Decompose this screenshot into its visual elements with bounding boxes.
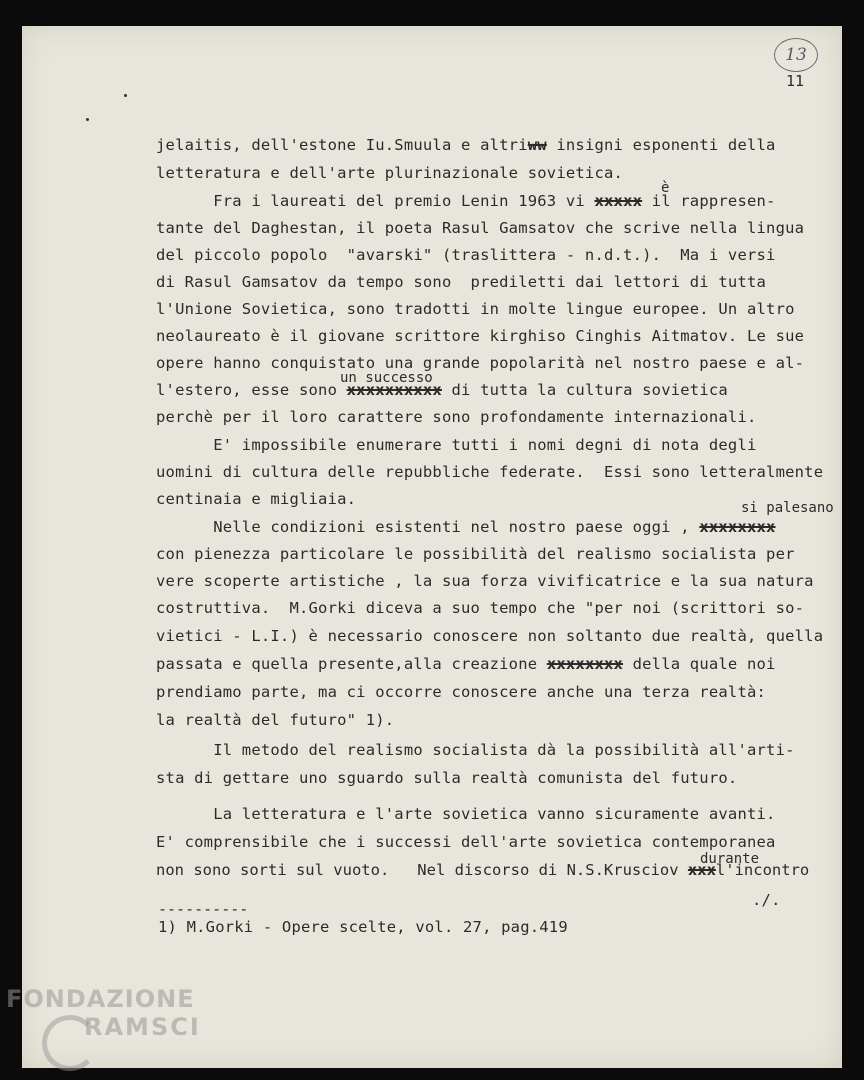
- text-line: costruttiva. M.Gorki diceva a suo tempo che "per noi (scrittori so-: [156, 599, 805, 617]
- text-line: di Rasul Gamsatov da tempo sono prediletti dai lettori di tutta: [156, 273, 767, 291]
- typed-page-number: 11: [786, 72, 805, 90]
- strikethrough-text: xxxxxxxx: [546, 655, 624, 673]
- archive-page-stamp: 13: [774, 38, 818, 72]
- text-line: uomini di cultura delle repubbliche federate. Essi sono letteralmente: [156, 463, 824, 481]
- text-line: Nelle condizioni esistenti nel nostro paese oggi , xxxxxxxx: [156, 518, 776, 536]
- text-line: neolaureato è il giovane scrittore kirghiso Cinghis Aitmatov. Le sue: [156, 327, 805, 345]
- footnote-text: 1) M.Gorki - Opere scelte, vol. 27, pag.419: [158, 918, 568, 936]
- text-line: vere scoperte artistiche , la sua forza vivificatrice e la sua natura: [156, 572, 814, 590]
- watermark-line: FONDAZIONE: [6, 985, 195, 1013]
- continuation-mark: ./.: [752, 891, 781, 909]
- text-line: l'estero, esse sono xxxxxxxxxx di tutta la cultura sovietica: [156, 381, 728, 399]
- ink-speck: [124, 94, 127, 97]
- text-line: Fra i laureati del premio Lenin 1963 vi xxxxx il rappresen-: [156, 192, 776, 210]
- strikethrough-text: ww: [527, 136, 547, 154]
- correction-overtype: durante: [700, 851, 760, 867]
- text-line: jelaitis, dell'estone Iu.Smuula e altriww insigni esponenti della: [156, 136, 776, 154]
- text-line: letteratura e dell'arte plurinazionale sovietica.: [156, 164, 624, 182]
- text-line: con pienezza particolare le possibilità del realismo socialista per: [156, 545, 795, 563]
- strikethrough-text: xxxxx: [594, 192, 643, 210]
- text-line: E' comprensibile che i successi dell'arte sovietica contemporanea: [156, 833, 776, 851]
- fondazione-gramsci-watermark: [6, 985, 216, 1075]
- text-line: centinaia e migliaia.: [156, 490, 357, 508]
- text-line: opere hanno conquistato una grande popolarità nel nostro paese e al-: [156, 354, 805, 372]
- text-line: non sono sorti sul vuoto. Nel discorso di N.S.Krusciov xxxl'incontro: [156, 861, 810, 879]
- text-line: tante del Daghestan, il poeta Rasul Gamsatov che scrive nella lingua: [156, 219, 805, 237]
- text-line: vietici - L.I.) è necessario conoscere non soltanto due realtà, quella: [156, 627, 824, 645]
- footnote-rule: ----------: [158, 900, 249, 918]
- text-line: prendiamo parte, ma ci occorre conoscere anche una terza realtà:: [156, 683, 767, 701]
- text-line: La letteratura e l'arte sovietica vanno sicuramente avanti.: [156, 805, 776, 823]
- text-line: perchè per il loro carattere sono profondamente internazionali.: [156, 408, 757, 426]
- correction-overtype: un successo: [340, 370, 433, 386]
- correction-overtype: è: [661, 180, 670, 196]
- text-line: del piccolo popolo "avarski" (traslittera - n.d.t.). Ma i versi: [156, 246, 776, 264]
- strikethrough-text: xxx: [687, 861, 716, 879]
- text-line: sta di gettare uno sguardo sulla realtà comunista del futuro.: [156, 769, 738, 787]
- strikethrough-text: xxxxxxxx: [699, 518, 776, 536]
- strikethrough-text: xxxxxxxxxx: [346, 381, 442, 399]
- watermark-line: RAMSCI: [84, 1013, 201, 1041]
- text-line: E' impossibile enumerare tutti i nomi degni di nota degli: [156, 436, 757, 454]
- text-line: Il metodo del realismo socialista dà la possibilità all'arti-: [156, 741, 795, 759]
- text-line: l'Unione Sovietica, sono tradotti in molte lingue europee. Un altro: [156, 300, 795, 318]
- ink-speck: [86, 118, 89, 121]
- text-line: la realtà del futuro" 1).: [156, 711, 395, 729]
- correction-overtype: si palesano: [741, 500, 834, 516]
- text-line: passata e quella presente,alla creazione xxxxxxxx della quale noi: [156, 655, 776, 673]
